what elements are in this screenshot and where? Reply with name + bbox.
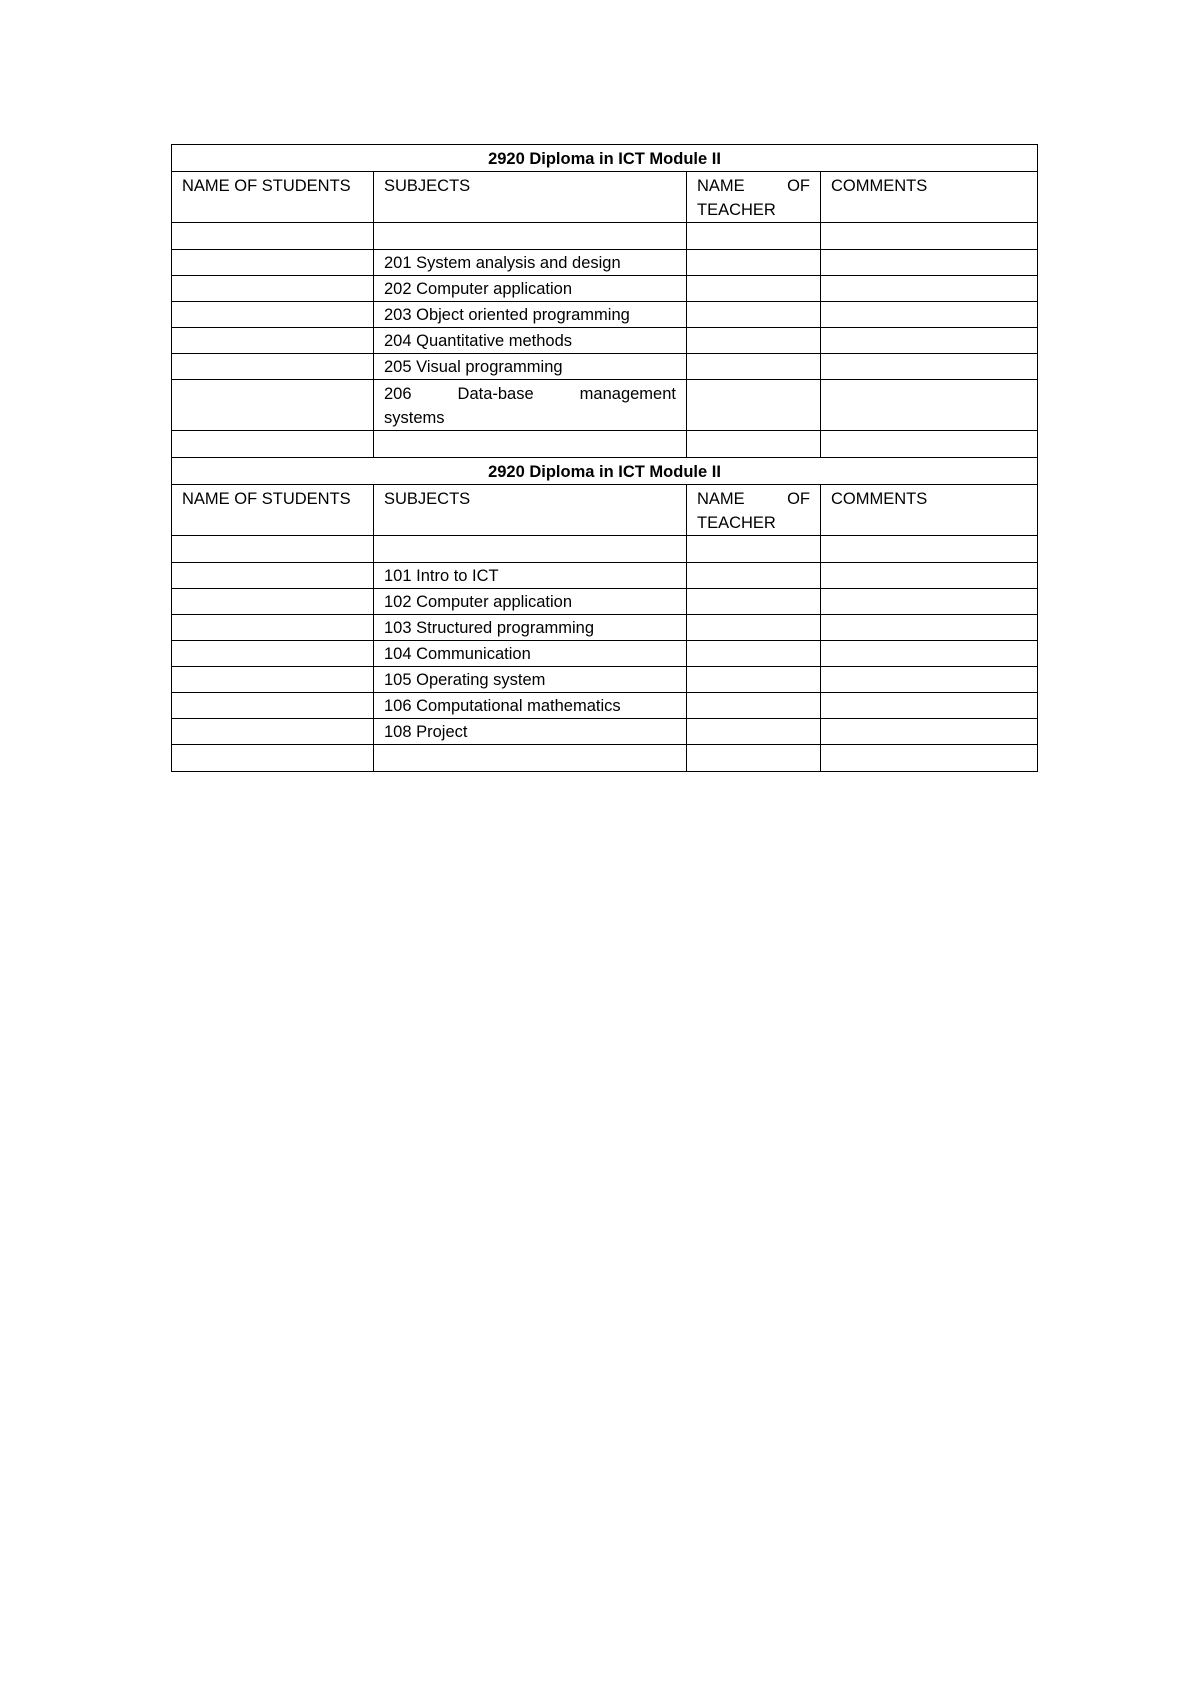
subject-cell[interactable] bbox=[374, 745, 687, 772]
header-row bbox=[172, 172, 1038, 223]
teacher-cell[interactable] bbox=[687, 563, 821, 589]
comment-cell[interactable] bbox=[821, 431, 1038, 458]
teacher-cell[interactable] bbox=[687, 693, 821, 719]
table-row bbox=[172, 354, 1038, 380]
header-teacher bbox=[687, 172, 821, 223]
subject-cell: 201 System analysis and design bbox=[374, 250, 687, 276]
student-cell[interactable] bbox=[172, 563, 374, 589]
student-cell[interactable] bbox=[172, 302, 374, 328]
comment-cell[interactable] bbox=[821, 745, 1038, 772]
comment-cell[interactable] bbox=[821, 380, 1038, 431]
subject-cell: 108 Project bbox=[374, 719, 687, 745]
table-row bbox=[172, 380, 1038, 431]
table-row bbox=[172, 302, 1038, 328]
table-row bbox=[172, 589, 1038, 615]
student-cell[interactable] bbox=[172, 354, 374, 380]
subject-cell: 105 Operating system bbox=[374, 667, 687, 693]
subject-cell: 202 Computer application bbox=[374, 276, 687, 302]
module-table bbox=[171, 144, 1038, 772]
comment-cell[interactable] bbox=[821, 667, 1038, 693]
header-students: NAME OF STUDENTS bbox=[172, 485, 374, 536]
table-row bbox=[172, 536, 1038, 563]
subject-cell: 104 Communication bbox=[374, 641, 687, 667]
subject-word: 206 bbox=[384, 385, 412, 403]
teacher-cell[interactable] bbox=[687, 328, 821, 354]
table-title-row bbox=[172, 458, 1038, 485]
comment-cell[interactable] bbox=[821, 536, 1038, 563]
teacher-cell[interactable] bbox=[687, 250, 821, 276]
comment-cell[interactable] bbox=[821, 641, 1038, 667]
header-students: NAME OF STUDENTS bbox=[172, 172, 374, 223]
header-teacher-word-1: NAME bbox=[697, 177, 745, 195]
comment-cell[interactable] bbox=[821, 223, 1038, 250]
student-cell[interactable] bbox=[172, 250, 374, 276]
table-row bbox=[172, 615, 1038, 641]
table-title: 2920 Diploma in ICT Module II bbox=[172, 145, 1038, 172]
table-row bbox=[172, 223, 1038, 250]
teacher-cell[interactable] bbox=[687, 302, 821, 328]
header-teacher-word-1: NAME bbox=[697, 490, 745, 508]
teacher-cell[interactable] bbox=[687, 276, 821, 302]
header-teacher-word-3: TEACHER bbox=[697, 201, 776, 219]
table-title: 2920 Diploma in ICT Module II bbox=[172, 458, 1038, 485]
student-cell[interactable] bbox=[172, 276, 374, 302]
subject-cell: 203 Object oriented programming bbox=[374, 302, 687, 328]
teacher-cell[interactable] bbox=[687, 667, 821, 693]
comment-cell[interactable] bbox=[821, 615, 1038, 641]
subject-word: Data-base bbox=[457, 385, 534, 403]
document-page bbox=[171, 144, 1037, 772]
student-cell[interactable] bbox=[172, 719, 374, 745]
table-row bbox=[172, 693, 1038, 719]
table-row bbox=[172, 719, 1038, 745]
teacher-cell[interactable] bbox=[687, 354, 821, 380]
comment-cell[interactable] bbox=[821, 563, 1038, 589]
teacher-cell[interactable] bbox=[687, 431, 821, 458]
table-row bbox=[172, 667, 1038, 693]
student-cell[interactable] bbox=[172, 431, 374, 458]
subject-word: systems bbox=[384, 409, 445, 427]
header-teacher-word-2: OF bbox=[787, 490, 810, 508]
teacher-cell[interactable] bbox=[687, 641, 821, 667]
comment-cell[interactable] bbox=[821, 354, 1038, 380]
subject-cell[interactable] bbox=[374, 536, 687, 563]
student-cell[interactable] bbox=[172, 641, 374, 667]
comment-cell[interactable] bbox=[821, 589, 1038, 615]
student-cell[interactable] bbox=[172, 380, 374, 431]
subject-cell: 204 Quantitative methods bbox=[374, 328, 687, 354]
subject-cell bbox=[374, 380, 687, 431]
comment-cell[interactable] bbox=[821, 719, 1038, 745]
table-row bbox=[172, 250, 1038, 276]
table-row bbox=[172, 328, 1038, 354]
comment-cell[interactable] bbox=[821, 328, 1038, 354]
subject-cell: 106 Computational mathematics bbox=[374, 693, 687, 719]
header-teacher-word-3: TEACHER bbox=[697, 514, 776, 532]
teacher-cell[interactable] bbox=[687, 589, 821, 615]
header-comments: COMMENTS bbox=[821, 172, 1038, 223]
teacher-cell[interactable] bbox=[687, 615, 821, 641]
header-subjects: SUBJECTS bbox=[374, 172, 687, 223]
header-teacher bbox=[687, 485, 821, 536]
subject-cell: 205 Visual programming bbox=[374, 354, 687, 380]
table-row bbox=[172, 745, 1038, 772]
header-subjects: SUBJECTS bbox=[374, 485, 687, 536]
header-comments: COMMENTS bbox=[821, 485, 1038, 536]
table-row bbox=[172, 641, 1038, 667]
subject-cell: 102 Computer application bbox=[374, 589, 687, 615]
table-title-row bbox=[172, 145, 1038, 172]
subject-cell[interactable] bbox=[374, 431, 687, 458]
comment-cell[interactable] bbox=[821, 276, 1038, 302]
teacher-cell[interactable] bbox=[687, 719, 821, 745]
student-cell[interactable] bbox=[172, 223, 374, 250]
subject-word: management bbox=[579, 385, 676, 403]
header-row bbox=[172, 485, 1038, 536]
header-teacher-word-2: OF bbox=[787, 177, 810, 195]
table-row bbox=[172, 431, 1038, 458]
comment-cell[interactable] bbox=[821, 302, 1038, 328]
table-row bbox=[172, 276, 1038, 302]
teacher-cell[interactable] bbox=[687, 745, 821, 772]
subject-cell[interactable] bbox=[374, 223, 687, 250]
teacher-cell[interactable] bbox=[687, 380, 821, 431]
student-cell[interactable] bbox=[172, 536, 374, 563]
subject-cell: 103 Structured programming bbox=[374, 615, 687, 641]
teacher-cell[interactable] bbox=[687, 536, 821, 563]
student-cell[interactable] bbox=[172, 693, 374, 719]
student-cell[interactable] bbox=[172, 615, 374, 641]
student-cell[interactable] bbox=[172, 328, 374, 354]
comment-cell[interactable] bbox=[821, 250, 1038, 276]
comment-cell[interactable] bbox=[821, 693, 1038, 719]
student-cell[interactable] bbox=[172, 589, 374, 615]
student-cell[interactable] bbox=[172, 667, 374, 693]
student-cell[interactable] bbox=[172, 745, 374, 772]
subject-cell: 101 Intro to ICT bbox=[374, 563, 687, 589]
table-row bbox=[172, 563, 1038, 589]
teacher-cell[interactable] bbox=[687, 223, 821, 250]
